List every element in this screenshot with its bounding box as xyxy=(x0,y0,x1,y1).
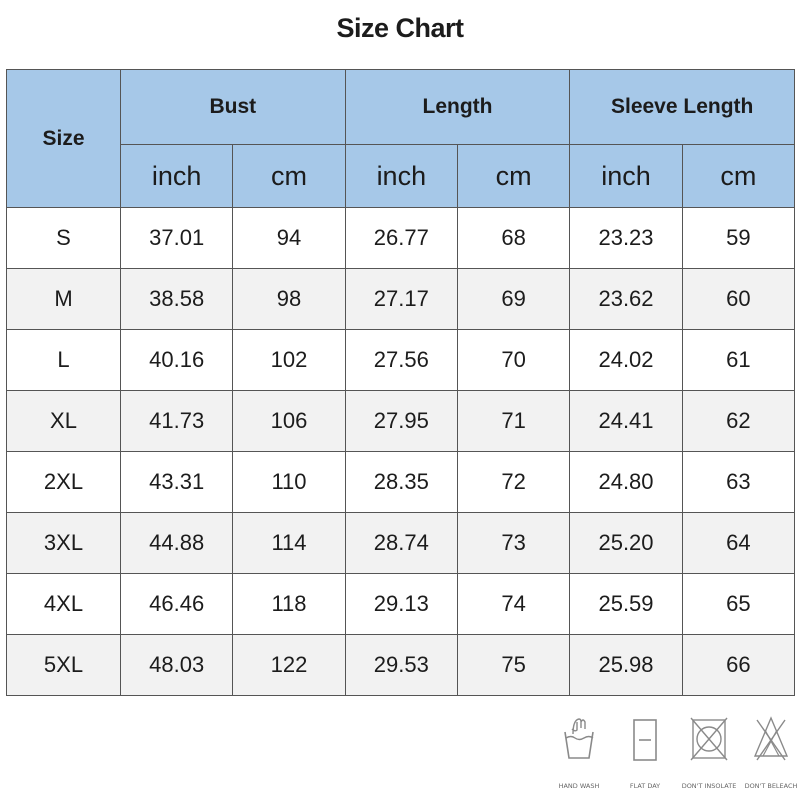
bust-inch-cell: 38.58 xyxy=(121,269,233,330)
sleeve-length-header: Sleeve Length xyxy=(570,70,795,145)
length-cm-cell: 74 xyxy=(458,574,570,635)
care-item-hand-wash xyxy=(548,710,610,796)
length-inch-cell: 27.95 xyxy=(345,391,457,452)
sleeve-inch-cell: 24.02 xyxy=(570,330,682,391)
sleeve-inch-cell: 25.20 xyxy=(570,513,682,574)
unit-header: cm xyxy=(458,145,570,208)
do-not-bleach-icon xyxy=(749,710,793,770)
table-row xyxy=(7,452,795,513)
length-inch-cell: 29.53 xyxy=(345,635,457,696)
length-header: Length xyxy=(345,70,570,145)
length-cm-cell: 71 xyxy=(458,391,570,452)
flat-dry-icon xyxy=(625,710,665,770)
size-cell: XL xyxy=(7,391,121,452)
table-row xyxy=(7,635,795,696)
sleeve-inch-cell: 24.41 xyxy=(570,391,682,452)
care-label: DON'T INSOLATE xyxy=(681,782,737,790)
bust-inch-cell: 48.03 xyxy=(121,635,233,696)
sleeve-cm-cell: 63 xyxy=(682,452,794,513)
page-title: Size Chart xyxy=(336,13,464,43)
unit-header: cm xyxy=(233,145,345,208)
table-row xyxy=(7,391,795,452)
unit-header: inch xyxy=(570,145,682,208)
unit-header: cm xyxy=(682,145,794,208)
bust-cm-cell: 118 xyxy=(233,574,345,635)
bust-inch-cell: 46.46 xyxy=(121,574,233,635)
sleeve-cm-cell: 65 xyxy=(682,574,794,635)
size-chart-table xyxy=(6,69,795,696)
sleeve-inch-cell: 23.23 xyxy=(570,208,682,269)
care-label: HAND WASH xyxy=(558,782,600,790)
care-item-do-not-bleach xyxy=(740,710,800,796)
length-cm-cell: 69 xyxy=(458,269,570,330)
length-cm-cell: 70 xyxy=(458,330,570,391)
unit-header: inch xyxy=(345,145,457,208)
table-row xyxy=(7,574,795,635)
bust-inch-cell: 40.16 xyxy=(121,330,233,391)
sleeve-inch-cell: 24.80 xyxy=(570,452,682,513)
length-inch-cell: 29.13 xyxy=(345,574,457,635)
length-cm-cell: 75 xyxy=(458,635,570,696)
length-cm-cell: 68 xyxy=(458,208,570,269)
length-inch-cell: 26.77 xyxy=(345,208,457,269)
bust-cm-cell: 98 xyxy=(233,269,345,330)
sleeve-inch-cell: 25.98 xyxy=(570,635,682,696)
table-body xyxy=(7,208,795,696)
sleeve-inch-cell: 25.59 xyxy=(570,574,682,635)
length-cm-cell: 73 xyxy=(458,513,570,574)
bust-inch-cell: 41.73 xyxy=(121,391,233,452)
sleeve-cm-cell: 66 xyxy=(682,635,794,696)
length-inch-cell: 28.35 xyxy=(345,452,457,513)
sleeve-cm-cell: 61 xyxy=(682,330,794,391)
table-row xyxy=(7,330,795,391)
bust-cm-cell: 122 xyxy=(233,635,345,696)
table-row xyxy=(7,208,795,269)
length-inch-cell: 28.74 xyxy=(345,513,457,574)
size-cell: 2XL xyxy=(7,452,121,513)
size-cell: 4XL xyxy=(7,574,121,635)
bust-inch-cell: 37.01 xyxy=(121,208,233,269)
unit-header: inch xyxy=(121,145,233,208)
bust-cm-cell: 110 xyxy=(233,452,345,513)
table-row xyxy=(7,269,795,330)
size-cell: M xyxy=(7,269,121,330)
care-label: FLAT DAY xyxy=(629,782,661,790)
care-label: DON'T BELEACH xyxy=(744,782,798,790)
header-unit-row xyxy=(7,145,795,208)
sleeve-cm-cell: 64 xyxy=(682,513,794,574)
bust-header: Bust xyxy=(121,70,346,145)
bust-cm-cell: 102 xyxy=(233,330,345,391)
size-cell: S xyxy=(7,208,121,269)
length-cm-cell: 72 xyxy=(458,452,570,513)
table-row xyxy=(7,513,795,574)
bust-inch-cell: 44.88 xyxy=(121,513,233,574)
sleeve-cm-cell: 62 xyxy=(682,391,794,452)
do-not-tumble-dry-icon xyxy=(687,710,731,770)
bust-inch-cell: 43.31 xyxy=(121,452,233,513)
sleeve-inch-cell: 23.62 xyxy=(570,269,682,330)
bust-cm-cell: 106 xyxy=(233,391,345,452)
size-cell: 3XL xyxy=(7,513,121,574)
size-cell: 5XL xyxy=(7,635,121,696)
care-item-flat-dry xyxy=(614,710,676,796)
hand-wash-icon xyxy=(559,710,599,770)
sleeve-cm-cell: 59 xyxy=(682,208,794,269)
header-group-row xyxy=(7,70,795,145)
bust-cm-cell: 94 xyxy=(233,208,345,269)
size-column-header: Size xyxy=(7,70,121,208)
care-item-do-not-tumble-dry xyxy=(678,710,740,796)
size-cell: L xyxy=(7,330,121,391)
care-instructions xyxy=(548,710,798,796)
bust-cm-cell: 114 xyxy=(233,513,345,574)
length-inch-cell: 27.17 xyxy=(345,269,457,330)
sleeve-cm-cell: 60 xyxy=(682,269,794,330)
length-inch-cell: 27.56 xyxy=(345,330,457,391)
